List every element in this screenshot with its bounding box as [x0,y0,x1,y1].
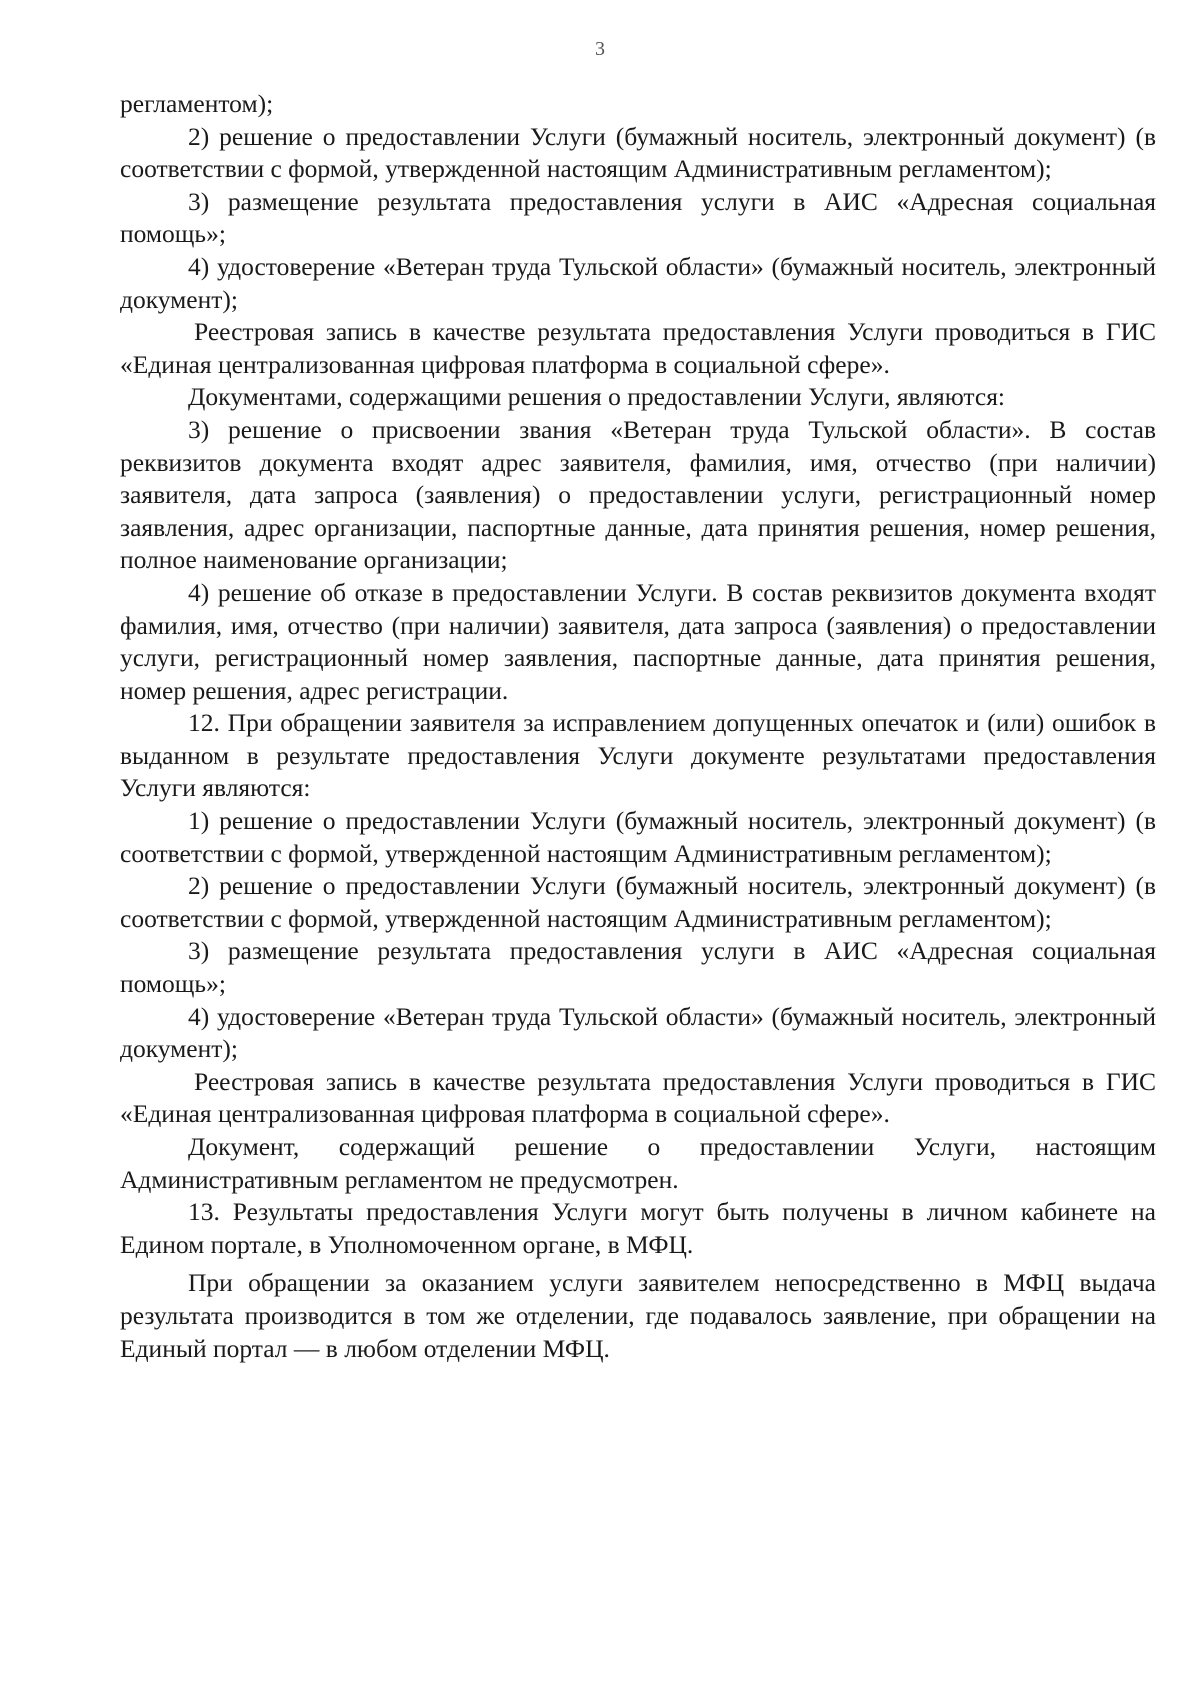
paragraph-section-12-item-4: 4) удостоверение «Ветеран труда Тульской области» (бумажный носитель, электронный документ); [120,1001,1156,1064]
paragraph-mfc-issuance: При обращении за оказанием услуги заявителем непосредственно в МФЦ выдача результата производится в том же отделении, где подавалось заявление, при обращении на Единый портал — в любом отделении МФЦ. [120,1268,1156,1363]
paragraph-section-13: 13. Результаты предоставления Услуги могут быть получены в личном кабинете на Едином портале, в Уполномоченном органе, в МФЦ. [120,1197,1156,1259]
paragraph-document-not-provided: Документ, содержащий решение о предоставлении Услуги, настоящим Административным регламентом не предусмотрен. [120,1132,1156,1194]
paragraph-section-12-item-2: 2) решение о предоставлении Услуги (бумажный носитель, электронный документ) (в соответствии с формой, утвержденной настоящим Административным регламентом); [120,871,1156,933]
paragraph-registry-record-2: Реестровая запись в качестве результата предоставления Услуги проводиться в ГИС «Единая централизованная цифровая платформа в социальной сфере». [120,1066,1156,1129]
paragraph-section-12-item-3: 3) размещение результата предоставления услуги в АИС «Адресная социальная помощь»; [120,936,1156,999]
paragraph-registry-record: Реестровая запись в качестве результата предоставления Услуги проводиться в ГИС «Единая централизованная цифровая платформа в социальной сфере». [120,317,1156,379]
paragraph-item-4: 4) удостоверение «Ветеран труда Тульской области» (бумажный носитель, электронный документ); [120,251,1156,314]
paragraph-documents-intro: Документами, содержащими решения о предоставлении Услуги, являются: [188,382,1006,412]
paragraph-continuation: регламентом); [120,89,274,118]
paragraph-decision-refusal: 4) решение об отказе в предоставлении Услуги. В состав реквизитов документа входят фамилия, имя, отчество (при наличии) заявителя, дата запроса (заявления) о предоставлении услуги, регистрационный номер заявления, паспортные данные, дата принятия решения, номер решения, адрес регистрации. [120,577,1156,705]
paragraph-decision-title: 3) решение о присвоении звания «Ветеран труда Тульской области». В состав реквизитов документа входят адрес заявителя, фамилия, имя, отчество (при наличии) заявителя, дата запроса (заявления) о предоставлении услуги, регистрационный номер заявления, адрес организации, паспортные данные, дата принятия решения, номер решения, полное наименование организации; [120,414,1156,575]
paragraph-section-12-item-1: 1) решение о предоставлении Услуги (бумажный носитель, электронный документ) (в соответствии с формой, утвержденной настоящим Административным регламентом); [120,806,1156,868]
document-body [120,88,1156,1365]
page-number: 3 [595,38,605,60]
paragraph-item-2: 2) решение о предоставлении Услуги (бумажный носитель, электронный документ) (в соответствии с формой, утвержденной настоящим Административным регламентом); [120,121,1156,184]
paragraph-item-3: 3) размещение результата предоставления услуги в АИС «Адресная социальная помощь»; [120,186,1156,249]
paragraph-section-12: 12. При обращении заявителя за исправлением допущенных опечаток и (или) ошибок в выданном в результате предоставления Услуги документе результатами предоставления Услуги являются: [120,708,1156,803]
